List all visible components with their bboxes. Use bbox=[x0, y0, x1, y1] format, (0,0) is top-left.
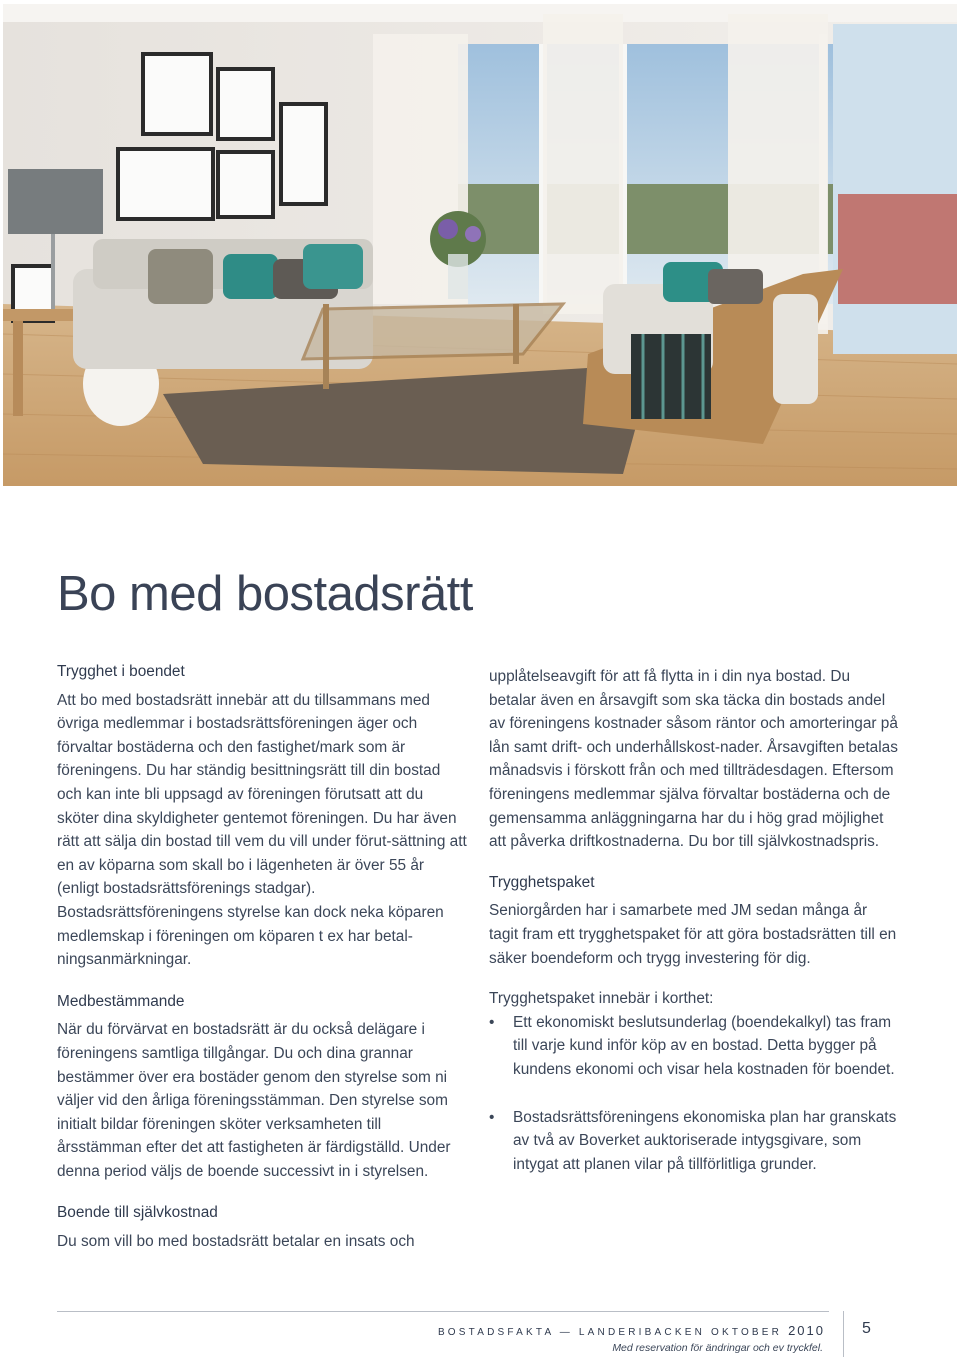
list-item-text: Ett ekonomiskt beslutsunderlag (boendekalkyl) tas fram till varje kund inför köp av en bostad. Detta bygger på kundens ekonomi och visar hela kostnaden för boendet. bbox=[513, 1013, 895, 1078]
section-text-sjalvkostnad-cont: upplåtelseavgift för att få flytta in i din nya bostad. Du betalar även en årsavgift som ska täcka din bostads andel av föreningens kostnader såsom räntor och amorteringar på lån samt drift- och underhållskost-nader. Årsavgiften betalas månadsvis i förskott från och med tillträdesdagen. Eftersom föreningens medlemmar själva förvaltar bostäderna och de gemensamma anläggningarna har du i hög grad möjlighet att påverka driftkostnaderna. Du bor till självkostnadspris. bbox=[489, 668, 898, 851]
list-intro: Trygghetspaket innebär i korthet: bbox=[489, 990, 714, 1008]
section-text-sjalvkostnad: Du som vill bo med bostadsrätt betalar en insats och bbox=[57, 1233, 415, 1251]
footer-vertical-divider bbox=[843, 1311, 844, 1357]
footer-note: Med reservation för ändringar och ev tryckfel. bbox=[612, 1342, 823, 1354]
section-text-trygghet: Att bo med bostadsrätt innebär att du tillsammans med övriga medlemmar i bostadsrättsföreningen äger och förvaltar bostäderna och den fastighet/mark som är föreningens. Du har ständig besittningsrätt till din bostad och kan inte bli uppsagd av föreningen förutsatt att du sköter dina skyldigheter gentemot föreningen. Du har även rätt att sälja din bostad till vem du vill under förut-sättning att en av köparna som skall bo i lägenheten är över 55 år (enligt bostadsrättsförenings stadgar). Bostadsrättsföreningens styrelse kan dock neka köparen medlemskap i föreningen om köparen t ex har betal-ningsanmärkningar. bbox=[57, 691, 467, 969]
bullet-icon: • bbox=[489, 1013, 495, 1031]
left-column bbox=[57, 660, 467, 1254]
section-heading-trygghetspaket: Trygghetspaket bbox=[489, 873, 595, 891]
footer-divider bbox=[57, 1311, 829, 1312]
right-column bbox=[489, 665, 899, 1176]
page-number: 5 bbox=[862, 1320, 871, 1337]
list-item bbox=[489, 1106, 899, 1177]
section-text-trygghetspaket: Seniorgården har i samarbete med JM sedan många år tagit fram ett trygghetspaket för att göra bostadsrätten till en säker boendeform och trygg investering för dig. bbox=[489, 902, 897, 967]
living-room-photo bbox=[3, 4, 957, 486]
list-item bbox=[489, 1011, 899, 1082]
bullet-icon: • bbox=[489, 1108, 495, 1126]
section-heading-medbestammande: Medbestämmande bbox=[57, 992, 185, 1010]
list-item-text: Bostadsrättsföreningens ekonomiska plan har granskats av två av Boverket auktoriserade intygsgivare, som intygat att planen vilar på tillförlitliga grunder. bbox=[513, 1108, 897, 1173]
page-title: Bo med bostadsrätt bbox=[57, 567, 473, 621]
section-text-medbestammande: När du förvärvat en bostadsrätt är du också delägare i föreningens samtliga tillgångar. Du och dina grannar bestämmer över era bostäder genom den styrelse som ni väljer vid den årliga föreningsstämman. Den styrelse som initialt bildar föreningen sköter verksamheten till årsstämman efter det att fastigheten är färdigställd. Under denna period väljs de boende successivt in i styrelsen. bbox=[57, 1021, 451, 1180]
section-heading-trygghet: Trygghet i boendet bbox=[57, 663, 185, 680]
section-heading-sjalvkostnad: Boende till självkostnad bbox=[57, 1204, 218, 1222]
footer-year: 2010 bbox=[788, 1323, 825, 1338]
footer-publication bbox=[438, 1323, 825, 1338]
footer-label: BOSTADSFAKTA — LANDERIBACKEN OKTOBER bbox=[437, 1327, 783, 1338]
trygghetspaket-list bbox=[489, 1011, 899, 1177]
